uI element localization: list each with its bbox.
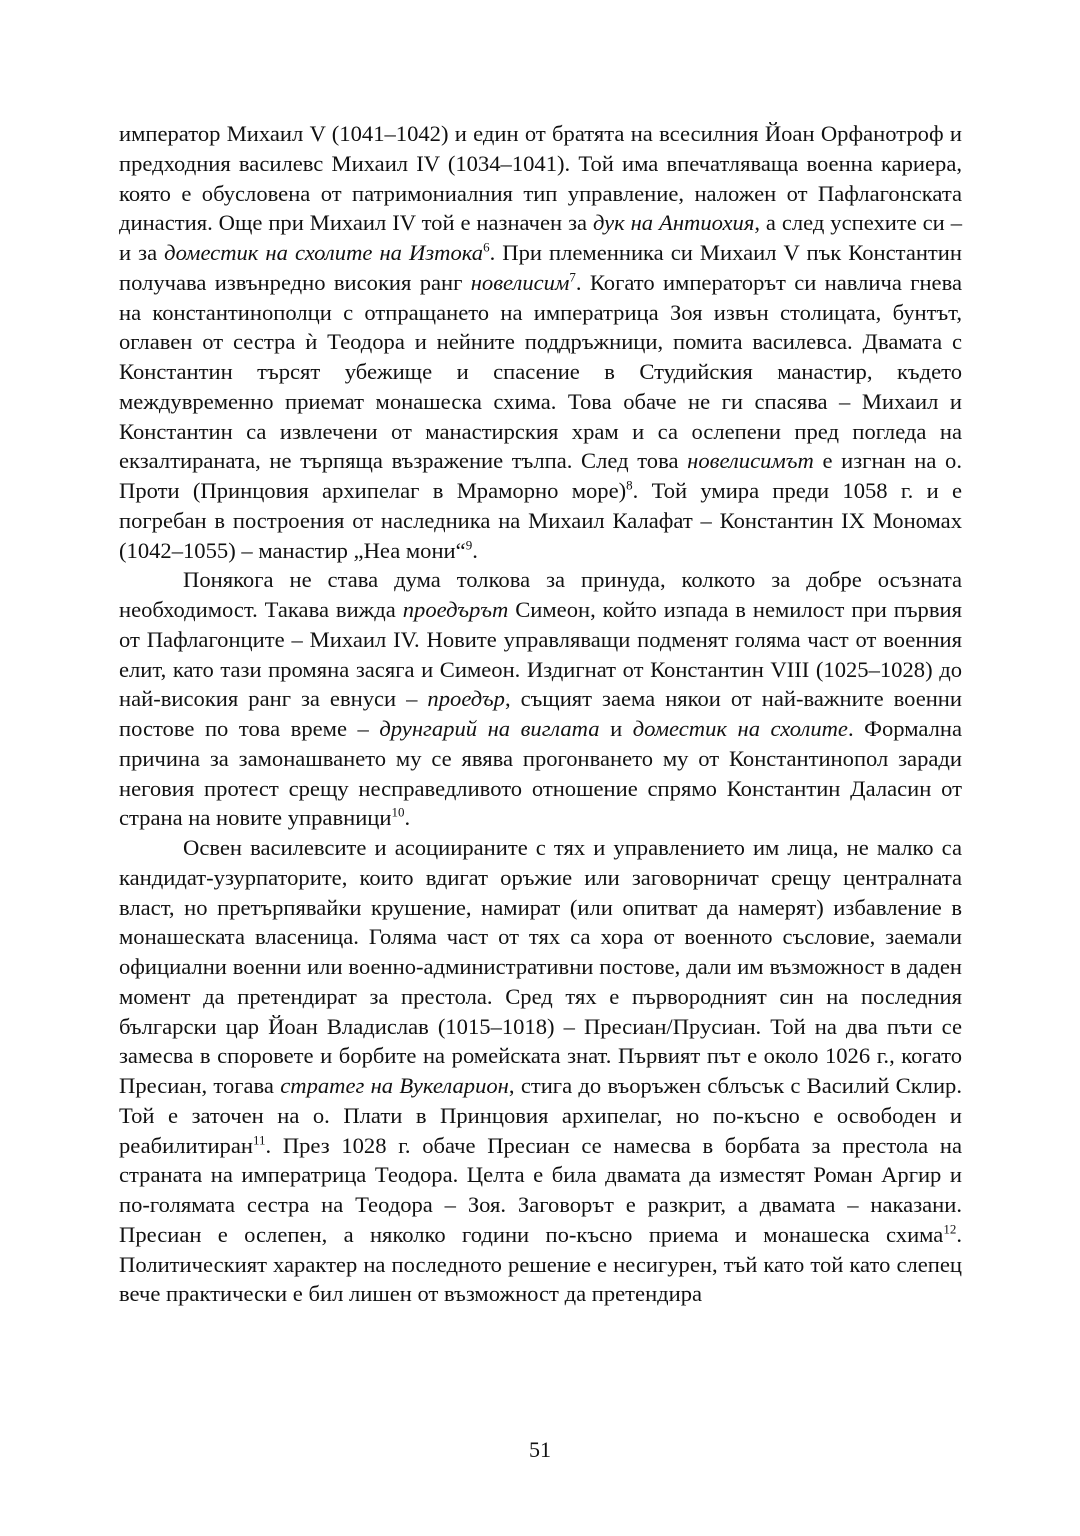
italic-term: новелисимът xyxy=(687,448,814,474)
text-run: и xyxy=(599,716,633,741)
footnote-ref: 6 xyxy=(483,239,490,255)
footnote-ref: 11 xyxy=(252,1131,266,1147)
text-run: . xyxy=(472,537,478,563)
text-run: . Той умира преди 1058 г. и е погребан в построения от наследника на Михаил Калафат – Константин IX Мономах (1042–1055) – манастир „Неа мони“ xyxy=(119,478,962,563)
italic-term: новелисим xyxy=(470,269,570,295)
footnote-ref: 7 xyxy=(569,269,576,285)
text-run: е изгнан на о. Проти (Принцовия архипелаг в Мраморно море) xyxy=(119,448,962,503)
paragraph-3 xyxy=(119,833,962,1309)
body-text xyxy=(119,119,962,1309)
text-run: , стига до въоръжен сблъсък с Василий Склир. Той е заточен на о. Плати в Принцовия архипелаг, но по-късно е освободен и реабилитиран xyxy=(119,1073,962,1158)
italic-term: проедърът xyxy=(402,597,509,622)
footnote-ref: 8 xyxy=(626,477,633,493)
footnote-ref: 12 xyxy=(943,1221,957,1237)
footnote-ref: 9 xyxy=(465,536,473,552)
italic-term: стратег на Вукеларион xyxy=(280,1073,509,1098)
italic-term: дук на Антиохия xyxy=(592,210,755,236)
text-run: . xyxy=(404,805,411,831)
text-run: . Когато императорът си навлича гнева на константинополци с отпращането на императрица Зоя извън столицата, бунтът, оглавен от сестра ѝ Теодора и нейните поддръжници, помита василевса. Двамата с Константин търсят убежище и спасение в Студийския манастир, където междувременно приемат монашеска схима. Това обаче не ги спасява – Михаил и Константин са извлечени от манастирския храм и са ослепени пред погледа на екзалтираната, не търпяща възражение тълпа. След това xyxy=(119,269,962,474)
italic-term: доместик на схолите xyxy=(632,716,848,741)
text-run: . При племенника си Михаил V пък Константин получава извънредно високия ранг xyxy=(119,240,962,295)
text-run: император Михаил V (1041–1042) и един от братята на всесилния Йоан Орфанотроф и предходния василевс Михаил IV (1034–1041). Той има впечатляваща военна кариера, която е обусловена от патримониалния тип управление, наложен от Пафлагонската династия. Още при Михаил IV той е назначен за xyxy=(119,121,962,236)
text-run: , същият заема някои от най-важните военни постове по това време – xyxy=(119,686,962,741)
text-run: . През 1028 г. обаче Пресиан се намесва в борбата за престола на страната на императрица Теодора. Целта е била двамата да изместят Роман Аргир и по-голямата сестра на Теодора – Зоя. Заговорът е разкрит, а двамата – наказани. Пресиан е ослепен, а няколко години по-късно приема и монашеска схима xyxy=(119,1132,962,1247)
italic-term: доместик на схолите на Изтока xyxy=(164,240,484,265)
text-run: Освен василевсите и асоциираните с тях и управлението им лица, не малко са кандидат-узурпаторите, които вдигат оръжие или заговорничат срещу централната власт, но претърпявайки крушение, намират (или опитват да намерят) избавление в монашеската власеница. Голяма част от тях са хора от военното съсловие, заемали официални военни или военно-административни постове, дали им възможност в даден момент да претендират за престола. Сред тях е първородният син на последния български цар Йоан Владислав (1015–1018) – Пресиан/Прусиан. Той на два пъти се замесва в споровете и борбите на ромейската знат. Първият път е около 1026 г., когато Пресиан, тогава xyxy=(119,835,962,1098)
text-run: Понякога не става дума толкова за принуда, колкото за добре осъзната необходимост. Такава вижда xyxy=(119,567,962,622)
italic-term: друнгарий на виглата xyxy=(379,716,600,741)
text-run: . Формална причина за замонашването му се явява прогонването му от Константинопол заради неговия протест срещу несправедливото отношение спрямо Константин Даласин от страна на новите управници xyxy=(119,716,963,831)
text-run: Симеон, който изпада в немилост при първия от Пафлагонците – Михаил IV. Новите управляващи подменят голяма част от военния елит, като тази промяна засяга и Симеон. Издигнат от Константин VIII (1025–1028) до най-високия ранг за евнуси – xyxy=(119,597,962,712)
paragraph-2 xyxy=(119,565,962,833)
paragraph-1 xyxy=(119,119,962,565)
footnote-ref: 10 xyxy=(391,804,405,820)
italic-term: проедър xyxy=(427,686,505,712)
page-number: 51 xyxy=(529,1437,551,1462)
text-run: . Политическият характер на последното решение е несигурен, тъй като той като слепец вече практически е бил лишен от възможност да претендира xyxy=(119,1221,962,1307)
text-run: , а след успехите си – и за xyxy=(119,210,962,265)
